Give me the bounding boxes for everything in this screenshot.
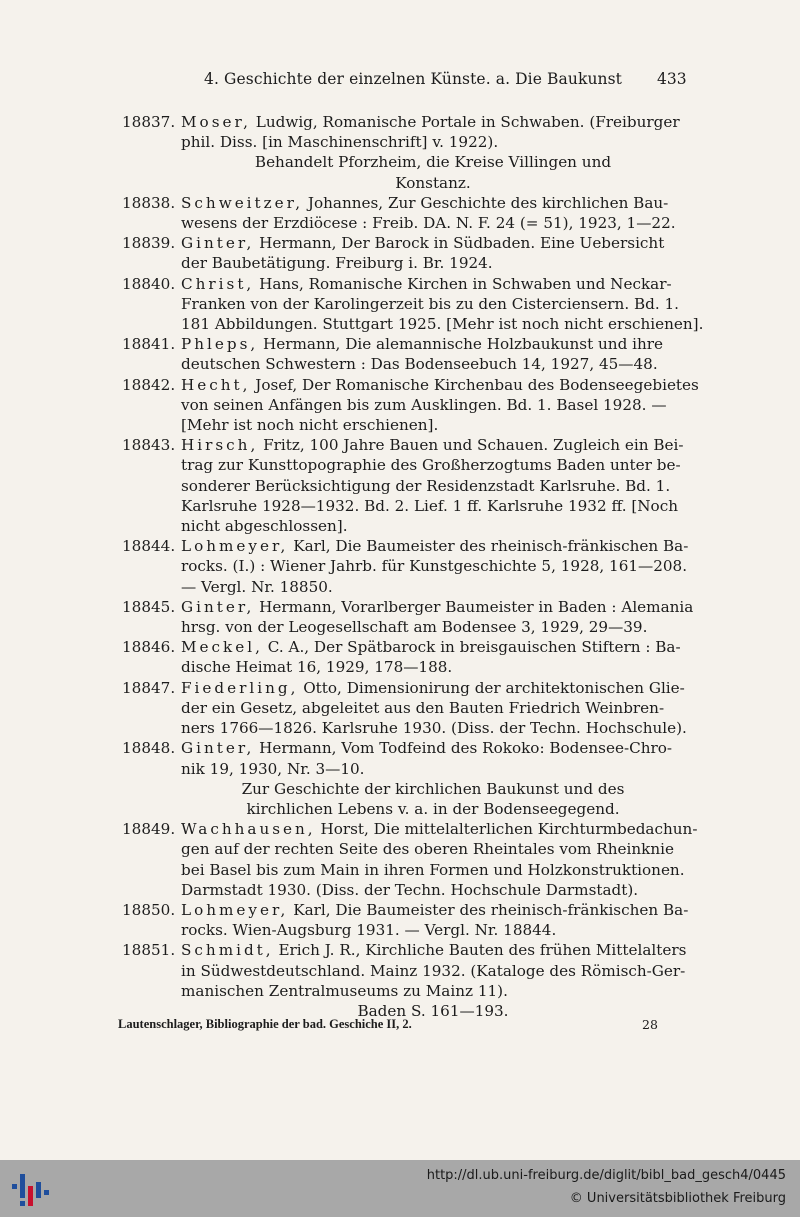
entry-author: Ginter, [181,597,255,616]
entry-text [181,375,699,436]
entry-author: Fiederling, [181,678,299,697]
entry-text [181,940,685,1001]
entry-author: Phleps, [181,335,259,354]
entry-author: Hirsch, [181,436,259,455]
entry-line-text: Erich J. R., Kirchliche Bauten des frühen Mittelalters [278,941,687,960]
entry-text [181,819,698,900]
entry-line [181,536,689,556]
entry-line-text: Hermann, Vom Todfeind des Rokoko: Bodensee-Chro- [259,739,673,758]
entry-author: Lohmeyer, [181,900,289,919]
entry-author: Wachhausen, [181,820,316,839]
entry-line-text: Josef, Der Romanische Kirchenbau des Bodenseegebietes [255,375,699,394]
bibliography-entry [0,637,800,677]
entry-number: 18851. [122,941,176,960]
copyright-text: © Universitätsbibliothek Freiburg [569,1191,786,1206]
entry-number: 18837. [122,113,176,131]
entry-line-text: Otto, Dimensionirung der architektonischen Glie- [303,678,685,697]
bibliography-entries [0,112,800,1021]
entry-line: phil. Diss. [in Maschinenschrift] v. 1922). [181,133,499,152]
entry-line: Karlsruhe 1928—1932. Bd. 2. Lief. 1 ff. Karlsruhe 1932 ff. [Noch [181,496,678,515]
entry-line [181,597,694,617]
entry-line [181,435,685,455]
entry-note: Baden S. 161—193. [357,1001,509,1020]
entry-line [181,678,685,698]
entry-line: deutschen Schwestern : Das Bodenseebuch 14, 1927, 45—48. [181,355,658,374]
entry-line [181,819,698,839]
entry-line-text: Hermann, Vorarlberger Baumeister in Baden : Alemania [259,597,694,616]
entry-line: von seinen Anfängen bis zum Ausklingen. Bd. 1. Basel 1928. — [181,395,667,414]
entry-line-text: Hermann, Die alemannische Holzbaukunst und ihre [263,335,664,354]
bibliography-entry [0,940,800,1021]
bibliography-entry [0,900,800,940]
entry-text [181,597,694,637]
entry-text [181,536,689,597]
entry-line [181,375,699,395]
entry-line: hrsg. von der Leogesellschaft am Bodensee 3, 1929, 29—39. [181,618,648,637]
entry-text [181,193,685,233]
entry-text [181,112,685,152]
entry-number: 18840. [122,274,176,293]
entry-author: Hecht, [181,375,251,394]
entry-author: Ginter, [181,739,255,758]
bibliography-entry [0,536,800,597]
footer-signature: Lautenschlager, Bibliographie der bad. Geschiche II, 2. [118,1017,412,1031]
bibliography-entry [0,375,800,436]
entry-text [181,900,689,940]
entry-line-text: Ludwig, Romanische Portale in Schwaben. (Freiburger [255,113,680,131]
entry-line: trag zur Kunsttopographie des Großherzogtums Baden unter be- [181,456,681,475]
entry-line: rocks. Wien-Augsburg 1931. — Vergl. Nr. 18844. [181,921,557,940]
entry-line [181,637,685,657]
entry-line: wesens der Erzdiöcese : Freib. DA. N. F. 24 (= 51), 1923, 1—22. [181,214,676,233]
bibliography-entry [0,274,800,335]
entry-line: der Baubetätigung. Freiburg i. Br. 1924. [181,254,493,273]
entry-line-text: C. A., Der Spätbarock in breisgauischen Stiftern : Ba- [267,638,681,657]
entry-number: 18839. [122,234,176,253]
entry-note: Zur Geschichte der kirchlichen Baukunst und des [241,779,625,798]
entry-line: gen auf der rechten Seite des oberen Rheintales vom Rheinknie [181,840,674,859]
bibliography-entry [0,193,800,233]
entry-line-text: Horst, Die mittelalterlichen Kirchturmbedachun- [320,820,698,839]
entry-note: Konstanz. [395,173,471,192]
entry-text [181,334,685,374]
bibliography-entry [0,435,800,536]
entry-text [181,233,685,273]
entry-number: 18838. [122,193,176,212]
entry-note: Behandelt Pforzheim, die Kreise Villingen und [254,153,612,172]
viewer-footer-bar [0,1160,800,1217]
bibliography-entry [0,819,800,900]
entry-line [181,738,685,758]
bibliography-entry [0,597,800,637]
entry-line: bei Basel bis zum Main in ihren Formen und Holzkonstruktionen. [181,860,685,879]
entry-note: kirchlichen Lebens v. a. in der Bodenseegegend. [246,799,620,818]
entry-number: 18841. [122,335,176,354]
running-head [0,70,800,96]
entry-text [181,637,685,677]
running-head-title: 4. Geschichte der einzelnen Künste. a. Die Baukunst [204,70,622,88]
entry-number: 18848. [122,739,176,758]
entry-author: Ginter, [181,234,255,253]
entry-line [181,233,685,253]
entry-author: Lohmeyer, [181,537,289,556]
bibliography-entry [0,334,800,374]
entry-line-text: Johannes, Zur Geschichte des kirchlichen Bau- [307,193,669,212]
bibliography-entry [0,112,800,193]
entry-number: 18845. [122,597,176,616]
entry-number: 18846. [122,638,176,657]
entry-author: Moser, [181,113,251,131]
bibliography-entry [0,738,800,819]
entry-line [181,193,685,213]
entry-author: Schweitzer, [181,193,304,212]
page-number: 433 [657,70,687,88]
entry-line-text: Hans, Romanische Kirchen in Schwaben und Neckar- [259,274,672,293]
entry-line: Franken von der Karolingerzeit bis zu den Cisterciensern. Bd. 1. [181,294,680,313]
entry-line [181,940,685,960]
entry-line: Darmstadt 1930. (Diss. der Techn. Hochschule Darmstadt). [181,880,639,899]
entry-line: nik 19, 1930, Nr. 3—10. [181,759,365,778]
entry-number: 18849. [122,820,176,839]
bibliography-entry [0,678,800,739]
entry-line: in Südwestdeutschland. Mainz 1932. (Kataloge des Römisch-Ger- [181,961,686,980]
entry-text [181,274,704,335]
entry-line-text: Fritz, 100 Jahre Bauen und Schauen. Zugleich ein Bei- [263,436,684,455]
entry-text [181,678,685,739]
entry-line: der ein Gesetz, abgeleitet aus den Bauten Friedrich Weinbren- [181,698,665,717]
footer-sheet-number: 28 [642,1017,658,1032]
document-url-link[interactable]: http://dl.ub.uni-freiburg.de/diglit/bibl_bad_gesch4/0445 [426,1168,786,1183]
entry-number: 18844. [122,537,176,556]
entry-line-text: Karl, Die Baumeister des rheinisch-fränkischen Ba- [293,537,689,556]
entry-line: manischen Zentralmuseums zu Mainz 11). [181,981,508,1000]
entry-number: 18842. [122,375,176,394]
entry-number: 18847. [122,678,176,697]
entry-line: — Vergl. Nr. 18850. [181,577,333,596]
bibliography-entry [0,233,800,273]
entry-author: Christ, [181,274,255,293]
entry-line [181,334,685,354]
entry-line [181,274,685,294]
entry-line-text: Hermann, Der Barock in Südbaden. Eine Uebersicht [259,234,665,253]
entry-line: 181 Abbildungen. Stuttgart 1925. [Mehr ist noch nicht erschienen]. [181,315,704,334]
entry-line: sonderer Berücksichtigung der Residenzstadt Karlsruhe. Bd. 1. [181,476,671,495]
entry-line: nicht abgeschlossen]. [181,517,348,536]
library-logo-icon [8,1170,52,1210]
entry-line [181,112,685,132]
entry-line [181,900,689,920]
entry-author: Schmidt, [181,941,274,960]
entry-line: ners 1766—1826. Karlsruhe 1930. (Diss. der Techn. Hochschule). [181,719,687,738]
entry-number: 18843. [122,436,176,455]
entry-line: rocks. (I.) : Wiener Jahrb. für Kunstgeschichte 5, 1928, 161—208. [181,557,688,576]
entry-text [181,738,685,778]
entry-line: dische Heimat 16, 1929, 178—188. [181,658,453,677]
entry-text [181,435,685,536]
entry-line: [Mehr ist noch nicht erschienen]. [181,416,439,435]
entry-author: Meckel, [181,638,263,657]
entry-line-text: Karl, Die Baumeister des rheinisch-fränkischen Ba- [293,900,689,919]
entry-number: 18850. [122,900,176,919]
